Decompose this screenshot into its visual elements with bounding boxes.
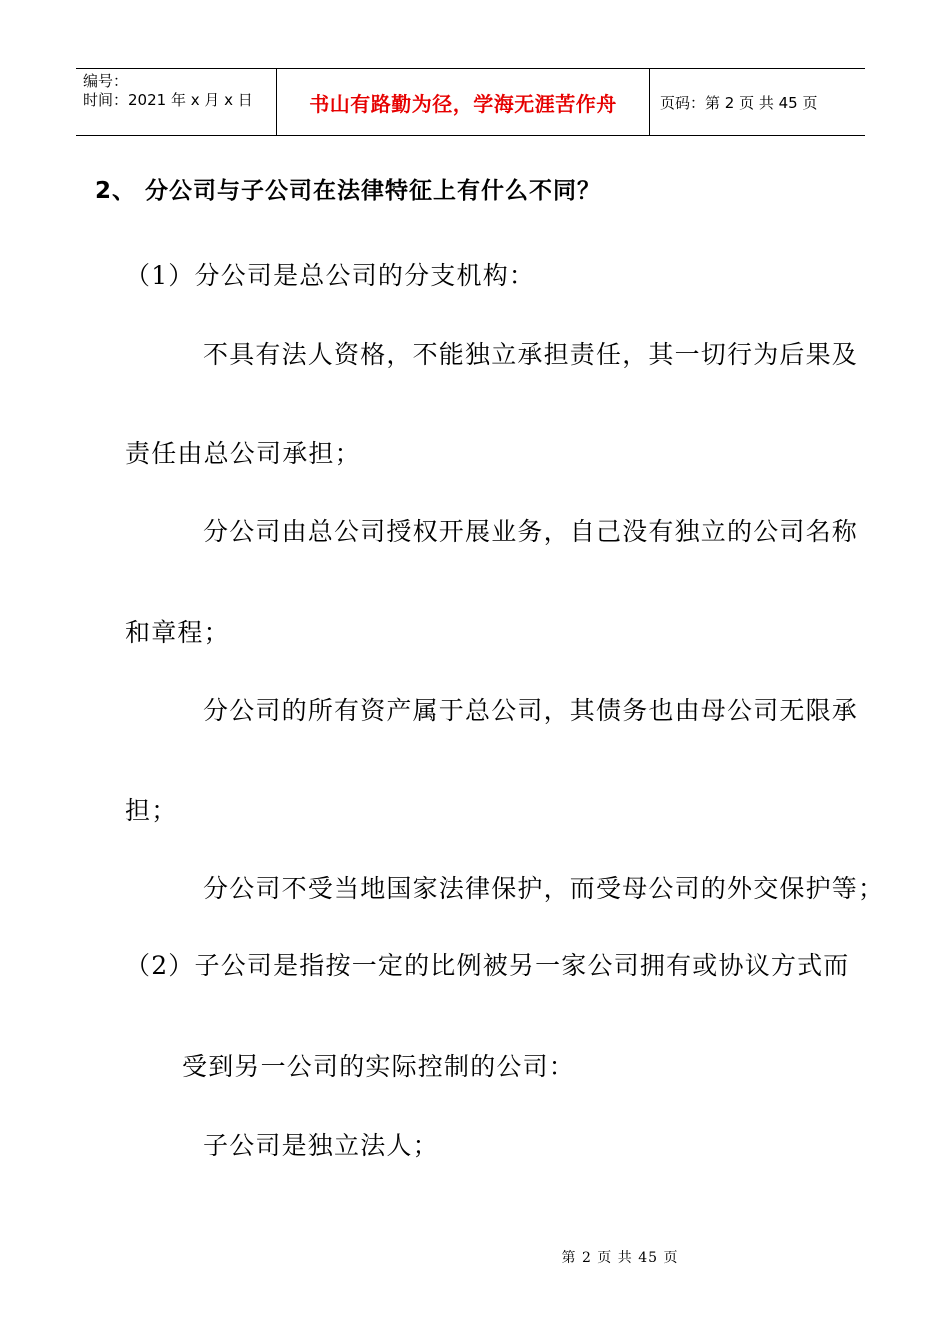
header-page-info: 页码：第 2 页 共 45 页 <box>660 93 818 112</box>
document-header <box>76 68 865 136</box>
header-motto-cell <box>277 69 650 135</box>
paragraph-line: 不具有法人资格，不能独立承担责任，其一切行为后果及 <box>203 340 859 369</box>
paragraph-line: （1）分公司是总公司的分支机构： <box>125 261 536 290</box>
header-meta-cell <box>76 69 277 135</box>
header-motto: 书山有路勤为径，学海无涯苦作舟 <box>309 91 617 116</box>
paragraph-line: 分公司不受当地国家法律保护，而受母公司的外交保护等； <box>203 874 885 903</box>
paragraph-line: 责任由总公司承担； <box>125 439 361 468</box>
paragraph-line: （2）子公司是指按一定的比例被另一家公司拥有或协议方式而 <box>125 951 850 980</box>
paragraph-line: 受到另一公司的实际控制的公司： <box>182 1052 576 1081</box>
paragraph-line: 和章程； <box>125 618 230 647</box>
footer-page-number: 第 2 页 共 45 页 <box>561 1250 679 1266</box>
document-date-label: 时间：2021 年 x 月 x 日 <box>83 91 253 109</box>
document-number-label: 编号： <box>83 72 129 90</box>
paragraph-line: 担； <box>125 796 178 825</box>
question-heading: 2、 分公司与子公司在法律特征上有什么不同？ <box>95 178 602 204</box>
header-page-cell <box>650 69 865 135</box>
paragraph-line: 分公司由总公司授权开展业务，自己没有独立的公司名称 <box>203 517 859 546</box>
paragraph-line: 子公司是独立法人； <box>203 1131 439 1160</box>
page-footer <box>0 1247 950 1267</box>
paragraph-line: 分公司的所有资产属于总公司，其债务也由母公司无限承 <box>203 696 859 725</box>
